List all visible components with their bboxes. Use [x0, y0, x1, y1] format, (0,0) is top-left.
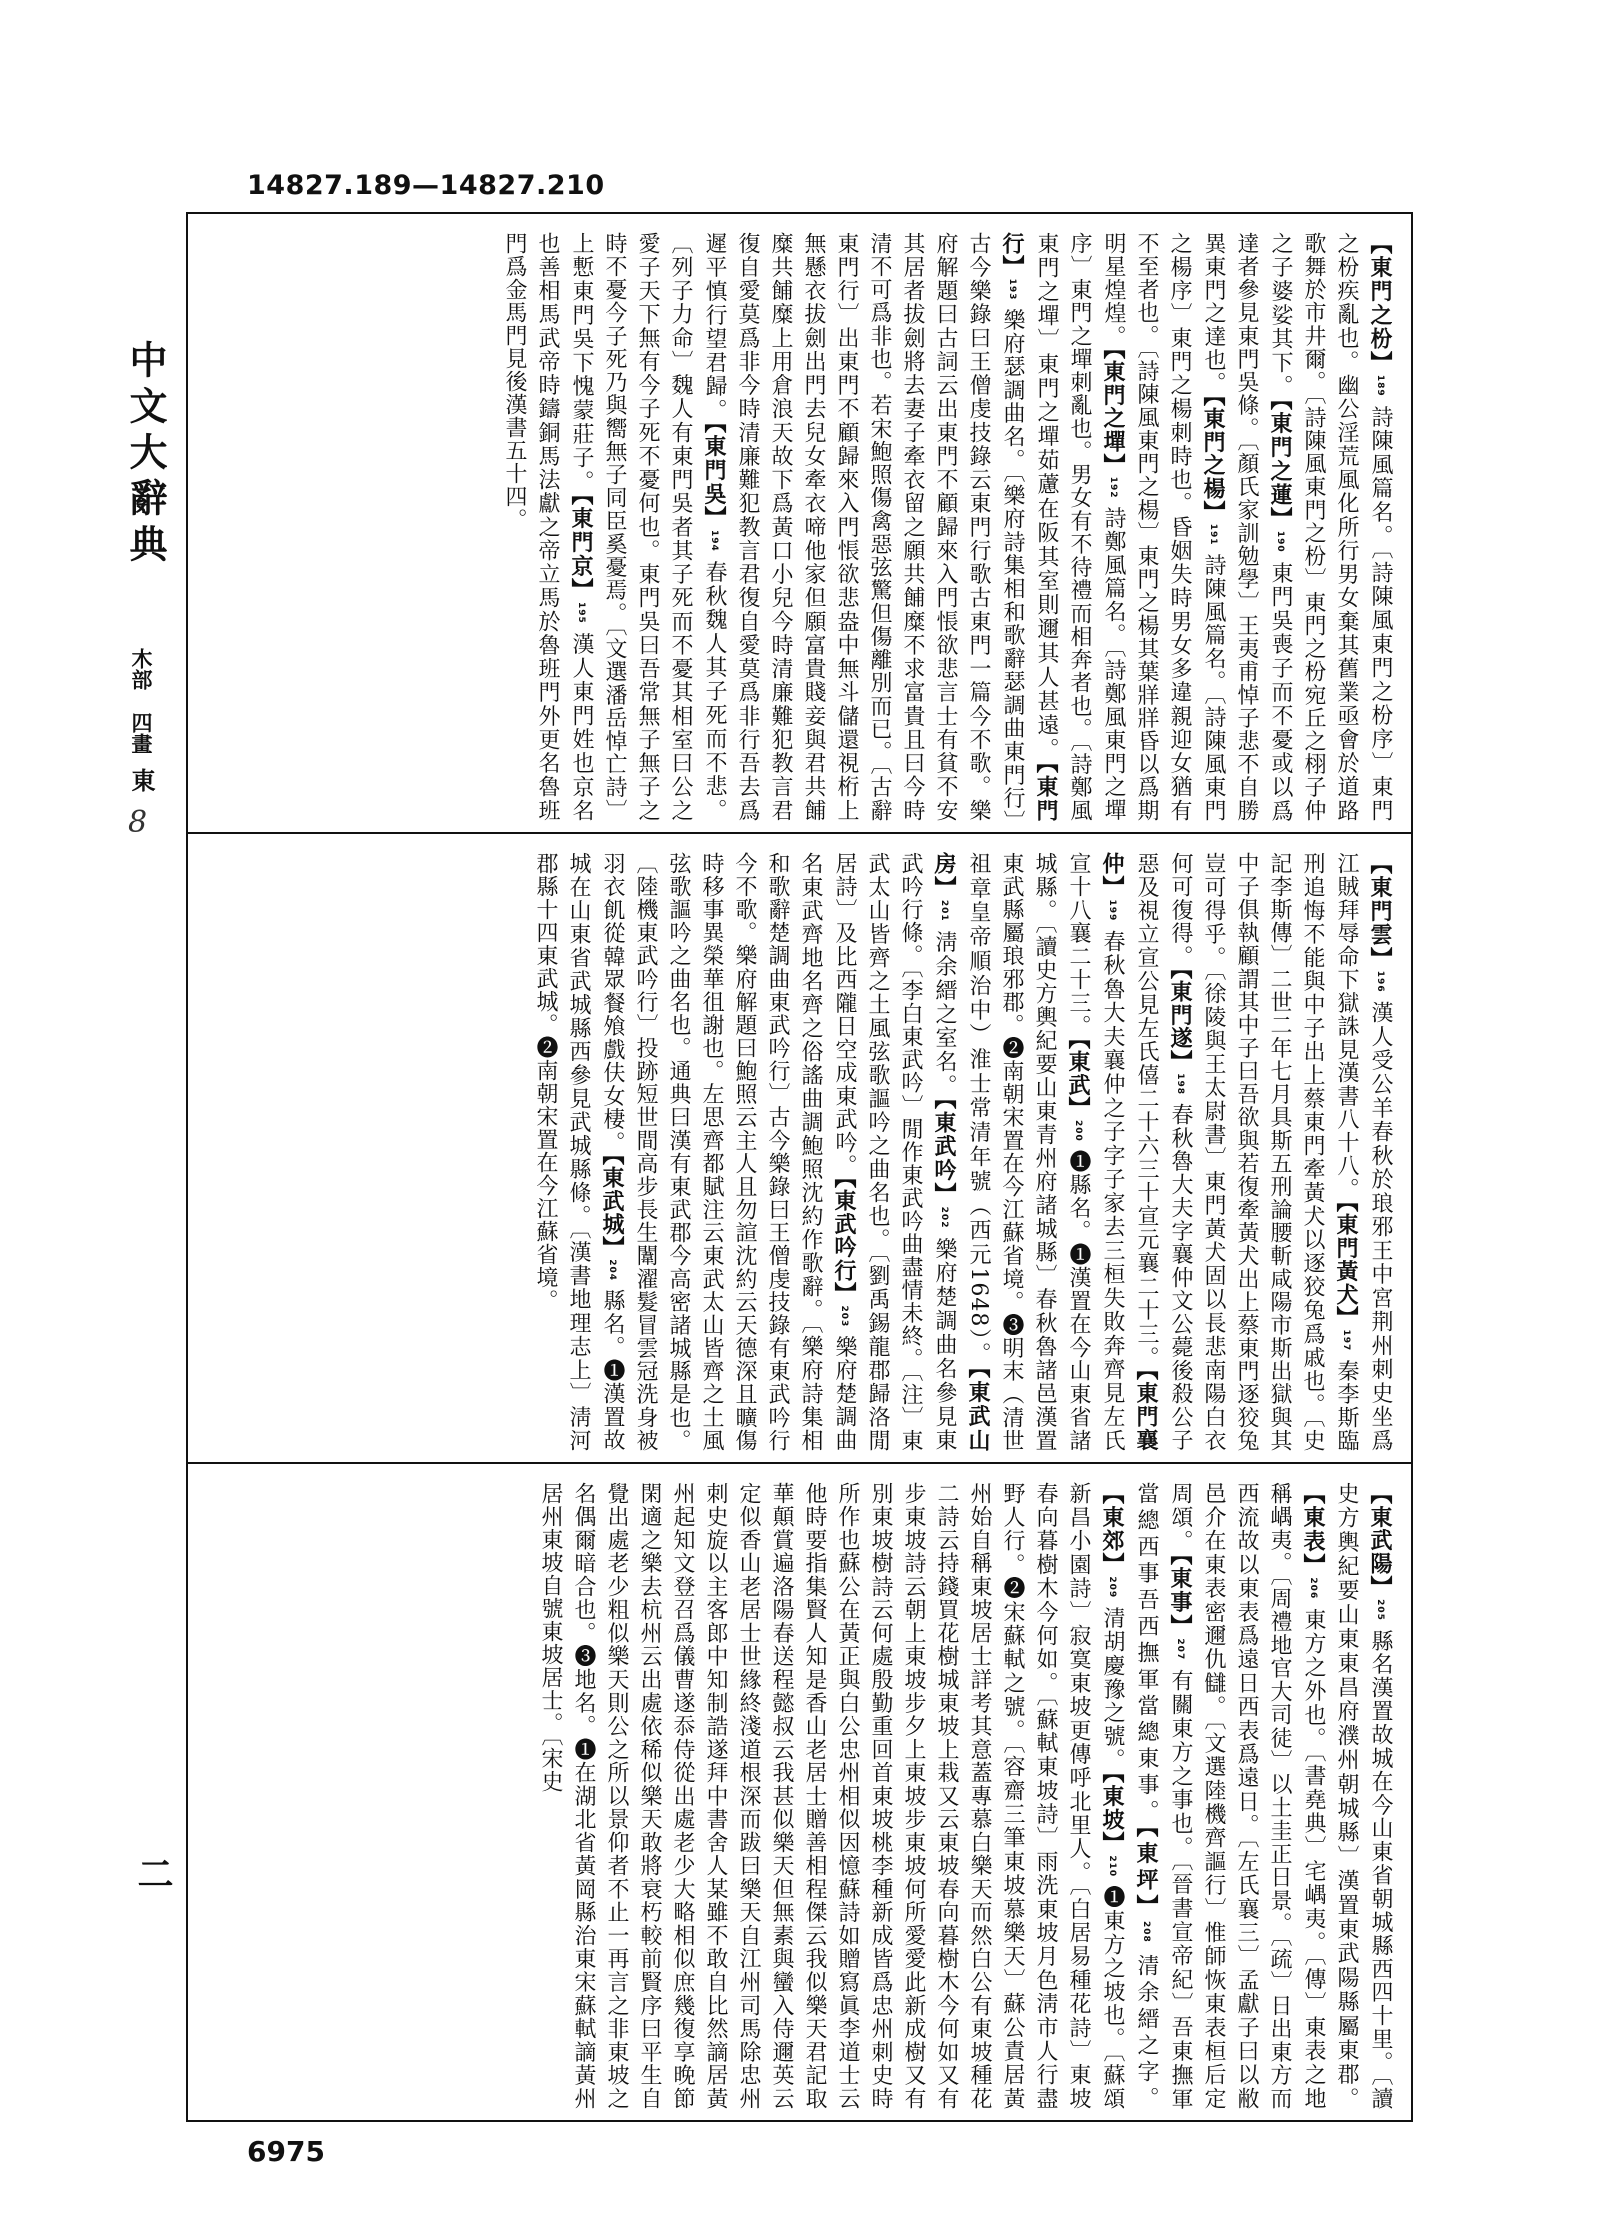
entry-definition: 東方之外也。〔書堯典〕宅嵎夷。〔傳〕東表之地稱嵎夷。〔周禮地官大司徒〕以土圭正日景。〔疏〕日出東方而西流故以東表爲遠日西表爲遠日。〔左氏襄三〕孟獻子曰以敝邑介在東表密邇仇讎。〔文選陸機齊謳行〕惟師恢東表桓后定周頌。	[1168, 1482, 1326, 2110]
entry-definition: 淸余縉之室名。	[932, 930, 957, 1099]
dictionary-title: 中文大辭典	[123, 340, 168, 570]
entry-number: 205	[1375, 1599, 1385, 1621]
entry-headword: 【東門吳】	[701, 422, 727, 531]
entry-definition: 漢人受公羊春秋於琅邪王中宮荆州刺史坐爲江賊拜辱命下獄誅見漢書八十八。	[1334, 852, 1393, 1452]
entry-number: 192	[1108, 477, 1118, 499]
stroke-count-label: 四畫	[129, 712, 154, 754]
volume-numeral: 二	[132, 1855, 174, 1891]
entry-headword: 【東門之枌】	[1367, 232, 1393, 375]
entry-number: 198	[1175, 1073, 1185, 1096]
entry-number: 204	[607, 1259, 617, 1282]
entry-definition: ❶東方之坡也。〔蘇頌新昌小園詩〕寂寞東坡更傳呼北里人。〔白居易種花詩〕東坡春向暮樹木今何如。〔蘇軾東坡詩〕雨洗東坡月色淸市人行盡野人行。❷宋蘇軾之號。〔容齋三筆東坡慕樂天〕蘇公責居黃州始自稱東坡居士詳考其意蓋專慕白樂天而然白公有東坡種花二詩云持錢買花樹城東坡上栽又云東坡春向暮樹木今何如又有步東坡詩云朝上東坡步夕上東坡步東坡何所愛愛此新成樹又有別東坡樹詩云何處殷勤重回首東坡桃李種新成皆爲忠州刺史時所作也蘇公在黃正與白公忠州相似因憶蘇詩如贈寫眞李道士云他時要指集賢人知是香山老居士贈善相程傑云我似樂天君記取華顛賞遍洛陽春送程懿叔云我甚似樂天但無素與蠻入侍邇英云定似香山老居士世緣終淺道根深而跋曰樂天自江州司馬除忠州刺史旋以主客郎中知制誥遂拜中書舍人某雖不敢自比然謫居黃州起知文登召爲儀曹遂忝侍從出處老少大略相似庶幾復享晚節閑適之樂去杭州云出處依稀似樂天敢將衰朽較前賢序曰平生自覺出處老少粗似樂天則公之所以景仰者不止一再言之非東坡之名偶爾暗合也。❸地名。❶在湖北省黃岡縣治東宋蘇軾謫黃州居州東坡自號東坡居士。〔宋史	[538, 1482, 1125, 2110]
entry-definition: 東門吳喪子而不憂或以爲達者參見東門吳條。〔顏氏家訓勉學〕王夷甫悼子悲不自勝異東門之達也。	[1201, 232, 1293, 822]
entry-number: 194	[709, 530, 719, 553]
head-character-label: 東	[127, 768, 156, 792]
entry-headword: 【東武山房】	[931, 852, 991, 1452]
entry-definition: 詩鄭風篇名。〔詩鄭風東門之墠序〕東門之墠刺亂也。男女有不待禮而相奔者也。〔詩鄭風東門之墠〕東門之墠茹藘在阪其室則邇其人甚遠。	[1034, 232, 1126, 822]
top-band-text	[202, 232, 1397, 822]
entry-headword: 【東坪】	[1133, 1826, 1159, 1922]
entry-definition: 清余縉之字。	[1134, 1954, 1159, 2110]
entry-definition: 清胡慶豫之號。	[1100, 1606, 1125, 1772]
entry-number: 209	[1107, 1576, 1117, 1599]
handwritten-mark: 8	[128, 805, 148, 840]
entry-headword: 【東事】	[1167, 1553, 1193, 1638]
entry-headword: 【東門雲】	[1367, 852, 1393, 971]
entry-number: 190	[1275, 530, 1285, 553]
page-frame	[186, 212, 1413, 2122]
entry-number: 189	[1375, 374, 1385, 397]
radical-label: 木部	[129, 648, 154, 690]
entry-number: 196	[1375, 970, 1385, 993]
entry-headword: 【東門襄仲】	[1099, 852, 1159, 1452]
entry-headword: 【東郊】	[1099, 1482, 1125, 1577]
entry-definition: ❶縣名。❶漢置在今山東省諸城縣。〔讀史方輿紀要山東青州府諸城縣〕春秋魯諸邑漢置東武縣屬琅邪郡。❷南朝宋置在今江蘇省境。❸明末（清世祖章皇帝順治中）淮士常清年號（西元1648）。	[966, 852, 1091, 1452]
dictionary-entry	[1134, 1826, 1159, 2110]
entry-headword: 【東武城】	[599, 1154, 625, 1260]
entry-headword: 【東門京】	[568, 493, 594, 602]
entry-number: 191	[1208, 523, 1218, 546]
entry-definition: 樂府瑟調曲名。〔樂府詩集相和歌辭瑟調曲東門行〕古今樂錄曰王僧虔技錄云東門行歌古東門一篇今不歌。樂府解題曰古詞云出東門不顧歸來入門悵欲悲言士有貧不安其居者拔劍將去妻子牽衣留之願共餔糜不求富貴且曰今時清不可爲非也。若宋鮑照傷禽惡弦驚但傷離別而已。〔古辭東門行〕出東門不顧歸來入門悵欲悲盎中無斗儲還視桁上無懸衣拔劍出門去兒女牽衣啼他家但願富貴賤妾與君共餔糜共餔糜上用倉浪天故下爲黃口小兒今時清廉難犯教言君復自愛莫爲非今時清廉難犯教言君復自愛莫爲非行吾去爲遲平慎行望君歸。	[702, 232, 1025, 822]
dictionary-entry	[702, 232, 1059, 822]
page-range-header: 14827.189—14827.210	[247, 170, 605, 201]
entry-number: 197	[1341, 1329, 1351, 1352]
entry-definition: 春秋魯大夫字襄仲文公薨後殺公子惡及視立宣公見左氏僖二十六三十宣元襄二十三。	[1134, 852, 1193, 1452]
entry-number: 200	[1073, 1120, 1083, 1142]
entry-headword: 【東門行】	[999, 232, 1059, 822]
entry-number: 195	[576, 601, 586, 624]
entry-number: 193	[1007, 278, 1017, 301]
entry-headword: 【東門之蓮】	[1267, 398, 1293, 531]
entry-number: 207	[1175, 1637, 1185, 1660]
dictionary-entry	[600, 852, 857, 1452]
entry-definition: 詩陳風篇名。〔詩陳風東門之枌序〕東門之枌疾亂也。幽公淫荒風化所行男女棄其舊業亟會於道路歌舞於市井爾。〔詩陳風東門之枌〕東門之枌宛丘之栩子仲之子婆娑其下。	[1268, 232, 1393, 822]
dictionary-entry	[1168, 852, 1359, 1452]
dictionary-entry	[1334, 1482, 1393, 2110]
entry-definition: 樂府楚調曲名參見東武吟行條。〔李白東武吟〕閒作東武吟曲盡情未終。〔注〕東武太山皆齊之土風弦歌謳吟之曲名也。〔劉禹錫龍郡歸洛閒居詩〕及比西隴日空成東武吟。	[832, 852, 957, 1452]
entry-number: 201	[939, 899, 949, 922]
entry-headword: 【東武陽】	[1367, 1482, 1393, 1600]
entry-number: 210	[1107, 1855, 1117, 1878]
entry-definition: 縣名漢置故城在今山東省朝城縣西四十里。〔讀史方輿紀要山東東昌府濮州朝城縣〕漢置東武陽縣屬東郡。	[1334, 1482, 1393, 2110]
entry-headword: 【東表】	[1300, 1482, 1326, 1578]
entry-headword: 【東門之楊】	[1200, 395, 1226, 524]
entry-headword: 【東武】	[1065, 1038, 1091, 1120]
page-number: 6975	[247, 2135, 325, 2168]
entry-definition: 秦李斯臨刑追悔不能與中子出上蔡東門牽黃犬以逐狡兔爲戚也。〔史記李斯傳〕二世二年七月具斯五刑論腰斬咸陽市斯出獄與其中子俱執顧謂其中子曰吾欲與若復牽黃犬出上蔡東門逐狡兔豈可得乎。〔徐陵與王太尉書〕東門黃犬固以長悲南陽白衣何可復得。	[1168, 852, 1359, 1452]
middle-band-text	[202, 852, 1397, 1452]
entry-number: 202	[939, 1206, 949, 1229]
entry-definition: 縣名。❶漢置故城在山東省武城縣西參見武城縣條。〔漢書地理志上〕淸河郡縣十四東武城。❷南朝宋置在今江蘇省境。	[533, 852, 625, 1452]
entry-headword: 【東武吟行】	[831, 1177, 857, 1306]
entry-definition: 漢人東門姓也京名也善相馬武帝時鑄銅馬法獻之帝立馬於魯班門外更名魯班門爲金馬門見後漢書五十四。	[502, 232, 594, 822]
entry-definition: 有關東方之事也。〔晉書宣帝紀〕吾東撫軍當總西事吾西撫軍當總東事。	[1134, 1482, 1193, 2110]
entry-headword: 【東門黃犬】	[1333, 1200, 1359, 1330]
dictionary-entry	[1100, 1482, 1125, 1772]
bottom-band-text	[202, 1482, 1397, 2110]
entry-headword: 【東門遂】	[1167, 968, 1193, 1074]
entry-number: 203	[839, 1305, 849, 1328]
entry-headword: 【東坡】	[1099, 1771, 1125, 1856]
entry-definition: 樂府楚調曲名東武齊地名齊之俗謠曲調鮑照沈約作歌辭。〔樂府詩集相和歌辭楚調曲東武吟行〕古今樂錄曰王僧虔技錄有東武吟行今不歌。樂府解題曰鮑照云主人且勿諠沈約云天德深且曠傷時移事異榮華徂謝也。左思齊都賦注云東武太山皆齊之土風弦歌謳吟之曲名也。通典曰漢有東武郡今高密諸城縣是也。〔陸機東武吟行〕投跡短世間高步長生闈濯髮冒雲冠洗身被羽衣飢從韓眾餐飧戲伕女棲。	[600, 852, 857, 1452]
entry-headword: 【東武吟】	[931, 1098, 957, 1207]
entry-number: 206	[1308, 1577, 1318, 1600]
dictionary-entry	[538, 1482, 1125, 2110]
bottom-band	[188, 1464, 1411, 2120]
entry-headword: 【東門之墠】	[1100, 348, 1126, 478]
entry-definition: 春秋魯大夫襄仲之子字子家去三桓失敗奔齊見左氏宣十八襄二十三。	[1066, 852, 1125, 1452]
entry-number: 199	[1107, 899, 1117, 922]
entry-definition: 春秋魏人其子死而不悲。〔列子力命〕魏人有東門吳者其子死而不憂其相室曰公之愛子天下無有今子死不憂何也。東門吳曰吾常無子無子之時不憂今子死乃與嚮無子同臣奚憂焉。〔文選潘岳悼亡詩〕上慙東門吳下愧蒙莊子。	[569, 232, 727, 822]
entry-definition: 詩陳風篇名。〔詩陳風東門之楊序〕東門之楊刺時也。昏姻失時男女多違親迎女猶有不至者也。〔詩陳風東門之楊〕東門之楊其葉牂牂昏以爲期明星煌煌。	[1101, 232, 1226, 822]
middle-band	[188, 834, 1411, 1464]
top-band	[188, 214, 1411, 834]
entry-number: 208	[1141, 1921, 1151, 1944]
